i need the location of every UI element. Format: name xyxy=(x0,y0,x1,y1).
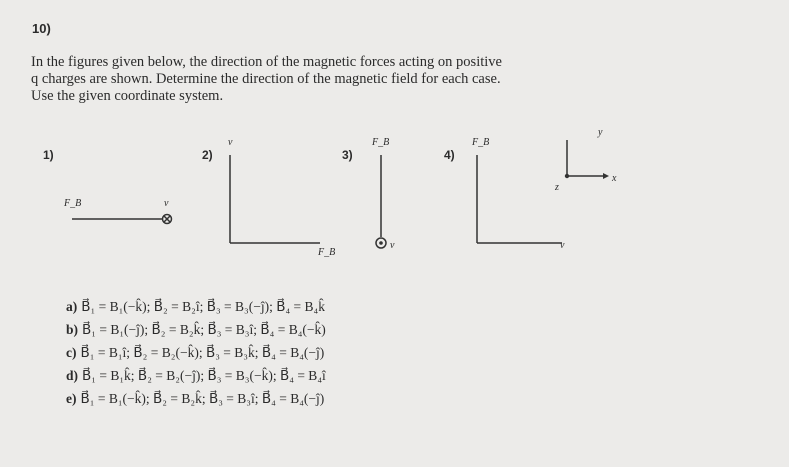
option-letter: a) xyxy=(66,299,78,314)
option-letter: c) xyxy=(66,345,77,360)
figure-4-label: 4) xyxy=(444,148,455,162)
option-c[interactable] xyxy=(66,345,326,368)
figure-1-label: 1) xyxy=(43,148,54,162)
figure-2-label: 2) xyxy=(202,148,213,162)
figure-1-force-symbol: F_B xyxy=(64,198,82,209)
figure-4-velocity-symbol: v xyxy=(560,240,565,251)
option-text: B⃗₁ = B₁(−k̂); B⃗₂ = B₂k̂; B⃗₃ = B₃î; B⃗₄ = B₄(−ĵ) xyxy=(80,391,325,406)
option-text: B⃗₁ = B₁(−ĵ); B⃗₂ = B₂k̂; B⃗₃ = B₃î; B⃗₄ = B₄(−k̂) xyxy=(82,322,326,337)
option-letter: d) xyxy=(66,368,79,383)
figure-4-force-symbol: F_B xyxy=(472,137,490,148)
axis-x-arrowhead xyxy=(603,173,609,179)
option-b[interactable] xyxy=(66,322,326,345)
option-text: B⃗₁ = B₁(−k̂); B⃗₂ = B₂î; B⃗₃ = B₃(−ĵ); B⃗₄ = B₄k̂ xyxy=(81,299,326,314)
figure-3-out-of-page-dot xyxy=(379,241,383,245)
figure-3-velocity-symbol: v xyxy=(390,240,395,251)
figure-1-velocity-symbol: v xyxy=(164,198,169,209)
figure-3-force-symbol: F_B xyxy=(372,137,390,148)
option-e[interactable] xyxy=(66,391,326,414)
option-text: B⃗₁ = B₁k̂; B⃗₂ = B₂(−ĵ); B⃗₃ = B₃(−k̂); B⃗₄ = B₄î xyxy=(82,368,326,383)
axis-z-label: z xyxy=(555,182,559,193)
option-text: B⃗₁ = B₁î; B⃗₂ = B₂(−k̂); B⃗₃ = B₃k̂; B⃗₄ = B₄(−ĵ) xyxy=(80,345,325,360)
answer-options xyxy=(66,299,326,414)
figure-2-force-symbol: F_B xyxy=(318,247,336,258)
option-letter: e) xyxy=(66,391,77,406)
figure-3-label: 3) xyxy=(342,148,353,162)
axis-origin-dot xyxy=(565,174,569,178)
option-letter: b) xyxy=(66,322,79,337)
axis-y-label: y xyxy=(598,127,603,138)
stem-line-3: Use the given coordinate system. xyxy=(31,88,224,104)
option-a[interactable] xyxy=(66,299,326,322)
figure-2-velocity-symbol: v xyxy=(228,137,233,148)
stem-line-1: In the figures given below, the direction of the magnetic forces acting on positive xyxy=(31,54,502,70)
option-d[interactable] xyxy=(66,368,326,391)
axis-x-label: x xyxy=(612,173,617,184)
stem-line-2: q charges are shown. Determine the direction of the magnetic field for each case. xyxy=(31,71,501,87)
question-number: 10) xyxy=(32,21,51,36)
